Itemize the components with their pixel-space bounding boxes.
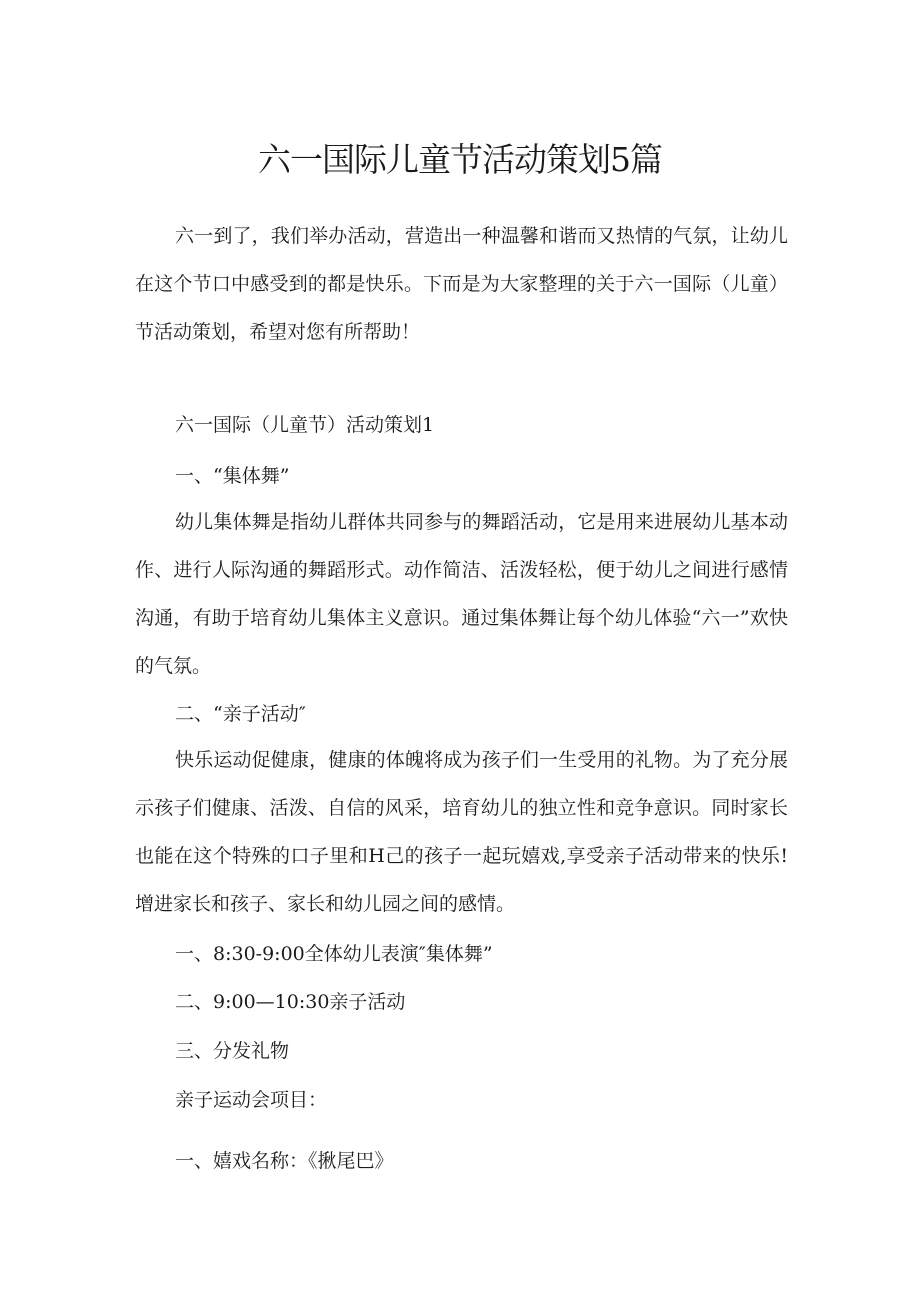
game-item: 一、嬉戏名称：《揪尾巴》 [175,1150,394,1172]
schedule-item: 一、8:30-9:00全体幼儿表演″集体舞” [175,943,493,965]
section-heading: 六一国际（儿童节）活动策划1 [175,414,435,436]
projects-heading: 亲子运动会项目： [175,1089,328,1111]
paragraph-group-dance: 幼儿集体舞是指幼儿群体共同参与的舞蹈活动，它是用来进展幼儿基本动作、进行人际沟通的舞蹈形式。动作简洁、活泼轻松，便于幼儿之间进行感情沟通，有助于培育幼儿集体主义意识。通过集体舞让每个幼儿体验“六一”欢快的气氛。 [135,511,788,677]
paragraph-parent-child: 快乐运动促健康，健康的体魄将成为孩子们一生受用的礼物。为了充分展示孩子们健康、活泼、自信的风采，培育幼儿的独立性和竞争意识。同时家长也能在这个特殊的口子里和H己的孩子一起玩嬉戏,享受亲子活动带来的快乐!增进家长和孩子、家长和幼儿园之间的感情。 [135,749,788,915]
schedule-item: 三、分发礼物 [175,1040,290,1062]
item-heading-group-dance: 一、“集体舞” [175,465,290,487]
intro-paragraph: 六一到了，我们举办活动，营造出一种温馨和谐而又热情的气氛，让幼儿在这个节口中感受到的都是快乐。下而是为大家整理的关于六一国际（儿童）节活动策划，希望对您有所帮助！ [135,225,788,343]
item-heading-parent-child: 二、“亲子活动″ [175,703,306,725]
document-title: 六一国际儿童节活动策划5篇 [258,140,662,179]
schedule-item: 二、9:00—10:30亲子活动 [175,991,406,1013]
